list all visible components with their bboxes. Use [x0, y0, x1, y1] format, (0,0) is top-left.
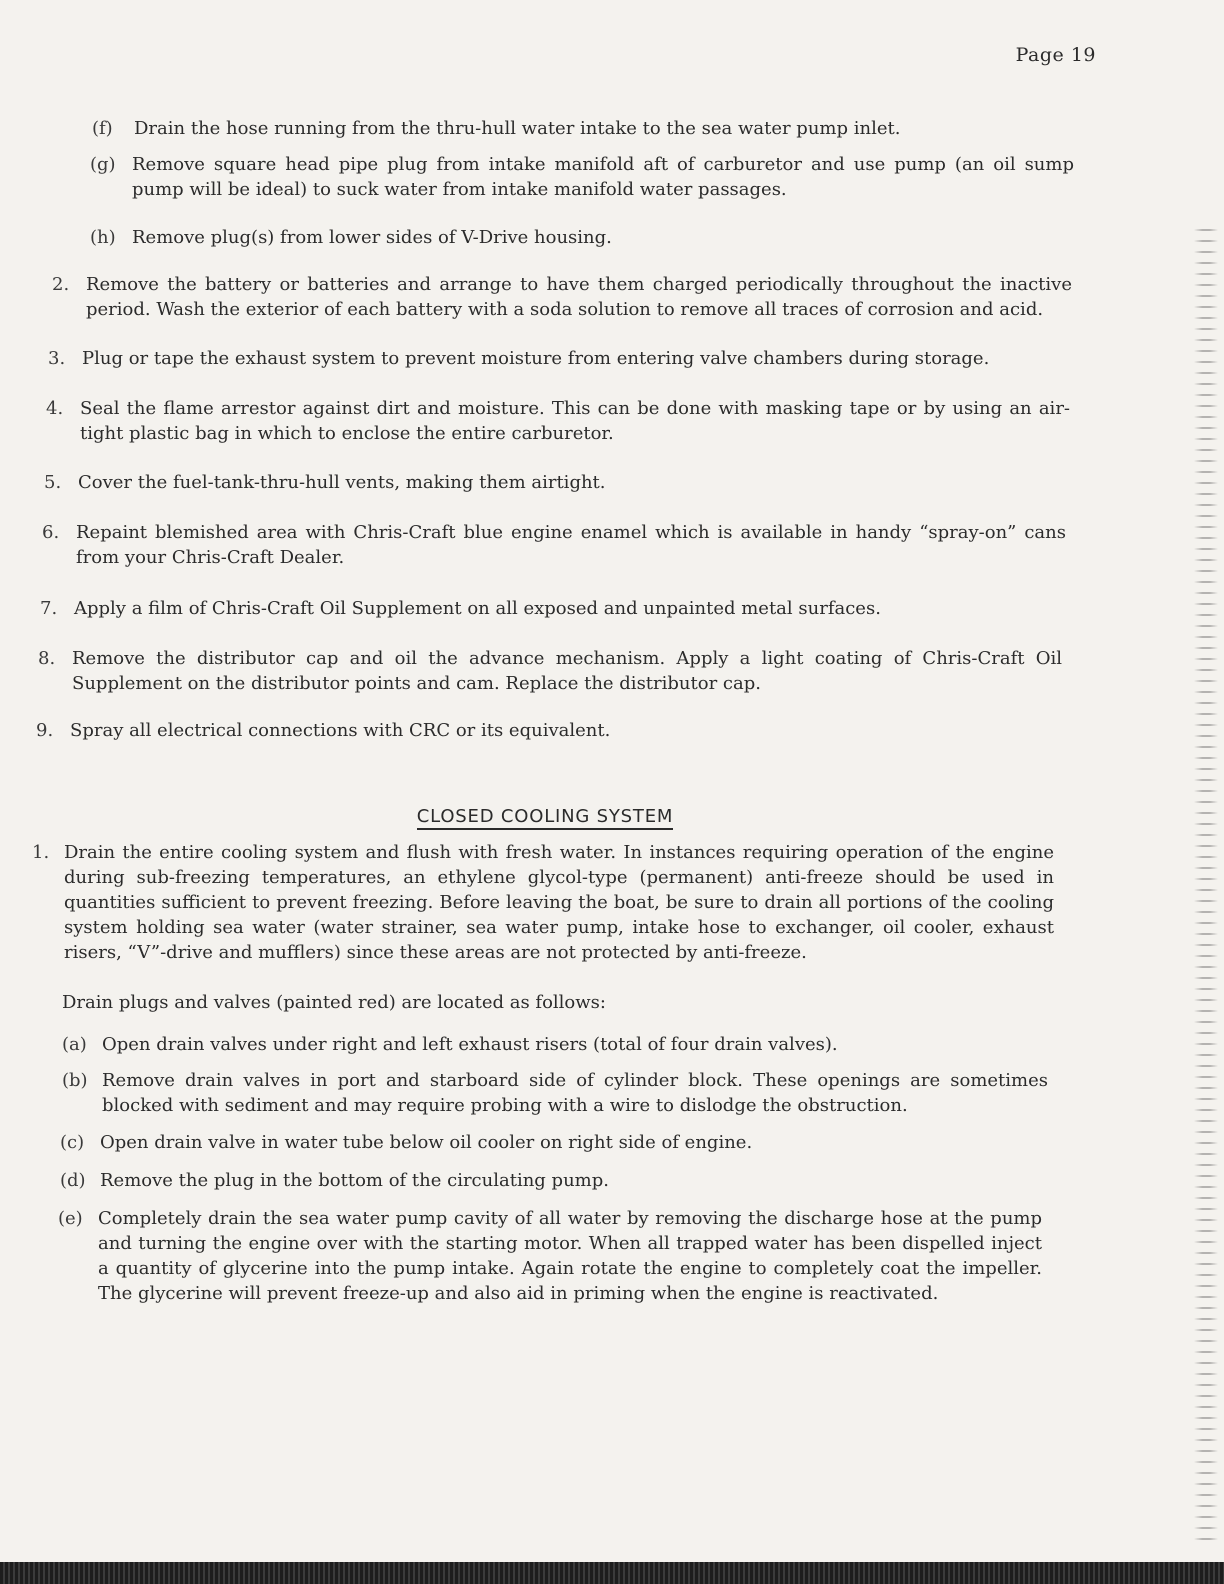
drain-intro-text: Drain plugs and valves (painted red) are located as follows: — [62, 992, 606, 1013]
drain-intro — [62, 990, 762, 1015]
cooling-sub-item-c — [60, 1130, 820, 1155]
item-text: Remove drain valves in port and starboard side of cylinder block. These openings are sometimes blocked with sediment and may require probing with a wire to dislodge the obstruction. — [102, 1070, 1048, 1116]
item-text: Repaint blemished area with Chris-Craft blue engine enamel which is available in handy “spray-on” cans from your Chris-Craft Dealer. — [76, 522, 1066, 568]
item-label: 6. — [42, 522, 60, 543]
item-text: Spray all electrical connections with CRC or its equivalent. — [70, 720, 611, 741]
item-label: (c) — [60, 1132, 85, 1153]
item-label: 5. — [44, 472, 62, 493]
list-item-f — [92, 116, 952, 141]
cooling-sub-item-d — [60, 1168, 720, 1193]
item-label: (g) — [90, 154, 116, 175]
cooling-sub-item-a — [62, 1032, 922, 1057]
item-label: (f) — [92, 118, 113, 139]
section-heading-text: CLOSED COOLING SYSTEM — [417, 806, 673, 830]
cooling-item-1 — [32, 840, 1054, 965]
list-item-5 — [44, 470, 684, 495]
item-label: 7. — [40, 598, 58, 619]
section-heading — [0, 806, 1090, 827]
page-number: Page 19 — [1015, 44, 1096, 66]
list-item-2 — [52, 272, 1072, 322]
list-item-7 — [40, 596, 940, 621]
item-text: Remove the distributor cap and oil the advance mechanism. Apply a light coating of Chris-Craft Oil Supplement on the distributor points and cam. Replace the distributor cap. — [72, 648, 1062, 694]
list-item-6 — [42, 520, 1066, 570]
item-text: Remove plug(s) from lower sides of V-Drive housing. — [132, 227, 612, 248]
item-label: 9. — [36, 720, 54, 741]
item-label: 3. — [48, 348, 66, 369]
list-item-h — [90, 225, 790, 250]
item-label: (d) — [60, 1170, 86, 1191]
list-item-4 — [46, 396, 1070, 446]
item-text: Remove the battery or batteries and arrange to have them charged periodically throughout the inactive period. Wash the exterior of each battery with a soda solution to remove all traces of corrosion and acid. — [86, 274, 1072, 320]
scan-bottom-bar — [0, 1562, 1224, 1584]
item-text: Apply a film of Chris-Craft Oil Supplement on all exposed and unpainted metal surfaces. — [74, 598, 881, 619]
item-label: 4. — [46, 398, 64, 419]
item-text: Plug or tape the exhaust system to prevent moisture from entering valve chambers during storage. — [82, 348, 990, 369]
item-label: (a) — [62, 1034, 87, 1055]
list-item-8 — [38, 646, 1062, 696]
item-text: Remove square head pipe plug from intake manifold aft of carburetor and use pump (an oil sump pump will be ideal) to suck water from intake manifold water passages. — [132, 154, 1074, 200]
item-text: Completely drain the sea water pump cavity of all water by removing the discharge hose at the pump and turning the engine over with the starting motor. When all trapped water has been dispelled inject a quantity of glycerine into the pump intake. Again rotate the engine to completely coat the impeller. The glycerine will prevent freeze-up and also aid in priming when the engine is reactivated. — [98, 1208, 1042, 1304]
item-text: Drain the entire cooling system and flush with fresh water. In instances requiring operation of the engine during sub-freezing temperatures, an ethylene glycol-type (permanent) anti-freeze should be used in quantities sufficient to prevent freezing. Before leaving the boat, be sure to drain all portions of the cooling system holding sea water (water strainer, sea water pump, intake hose to exchanger, oil cooler, exhaust risers, “V”-drive and mufflers) since these areas are not protected by anti-freeze. — [64, 842, 1054, 963]
list-item-3 — [48, 346, 1028, 371]
item-label: 2. — [52, 274, 70, 295]
item-label: (b) — [62, 1070, 88, 1091]
item-label: 1. — [32, 842, 50, 863]
list-item-9 — [36, 718, 676, 743]
item-text: Seal the flame arrestor against dirt and moisture. This can be done with masking tape or by using an air-tight plastic bag in which to enclose the entire carburetor. — [80, 398, 1070, 444]
scan-edge-marks — [1194, 220, 1218, 1544]
item-text: Open drain valve in water tube below oil cooler on right side of engine. — [100, 1132, 753, 1153]
item-text: Drain the hose running from the thru-hull water intake to the sea water pump inlet. — [134, 118, 901, 139]
cooling-sub-item-b — [62, 1068, 1048, 1118]
item-text: Remove the plug in the bottom of the circulating pump. — [100, 1170, 609, 1191]
list-item-g — [90, 152, 1074, 202]
item-text: Open drain valves under right and left exhaust risers (total of four drain valves). — [102, 1034, 838, 1055]
item-label: (e) — [58, 1208, 83, 1229]
cooling-sub-item-e — [58, 1206, 1042, 1306]
item-label: (h) — [90, 227, 116, 248]
item-text: Cover the fuel-tank-thru-hull vents, making them airtight. — [78, 472, 606, 493]
item-label: 8. — [38, 648, 56, 669]
